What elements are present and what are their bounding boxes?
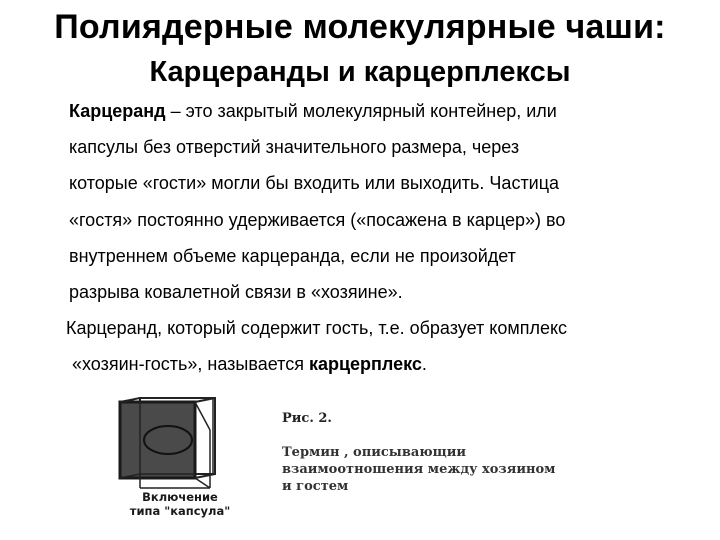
- page-title: Полиядерные молекулярные чаши:: [54, 8, 666, 46]
- term-carcerand: Карцеранд: [69, 101, 166, 121]
- figure-label: [110, 490, 250, 518]
- paragraph-line-text: – это закрытый молекулярный контейнер, или: [165, 101, 557, 121]
- figure-label-line: Включение: [142, 490, 218, 504]
- paragraph-line: Карцеранд, который содержит гость, т.е. образует комплекс: [66, 318, 568, 338]
- cube-front-face: [120, 402, 195, 478]
- paragraph-line: которые «гости» могли бы входить или выходить. Частица: [69, 173, 560, 194]
- carceplex-paragraph: [66, 310, 567, 382]
- figure-number: Рис. 2.: [282, 411, 332, 426]
- paragraph-line: [66, 346, 567, 382]
- paragraph-line: внутреннем объеме карцеранда, если не произойдет: [69, 245, 516, 266]
- figure-caption-line: взаимоотношения между хозяином: [282, 462, 556, 477]
- term-carceplex: карцерплекс: [308, 354, 422, 375]
- cube-edge: [195, 478, 210, 488]
- figure-caption-line: [282, 410, 555, 461]
- page-subtitle: Карцеранды и карцерплексы: [149, 56, 571, 88]
- cube-edge: [195, 402, 210, 430]
- paragraph-line: [69, 93, 565, 129]
- definition-paragraph: [69, 93, 565, 310]
- paragraph-line-text: .: [421, 354, 427, 375]
- figure-caption-line: и гостем: [282, 479, 349, 494]
- paragraph-line: капсулы без отверстий значительного размера, через: [69, 137, 520, 158]
- paragraph-line: разрыва ковалетной связи в «хозяине».: [69, 281, 403, 302]
- figure-caption: [282, 410, 555, 495]
- figure-caption-text: Термин , описывающии: [282, 445, 466, 460]
- figure-label-line: типа "капсула": [129, 504, 231, 518]
- paragraph-line: «гостя» постоянно удерживается («посажена в карцер») во: [69, 209, 566, 230]
- paragraph-line-text: «хозяин-гость», называется: [72, 354, 309, 375]
